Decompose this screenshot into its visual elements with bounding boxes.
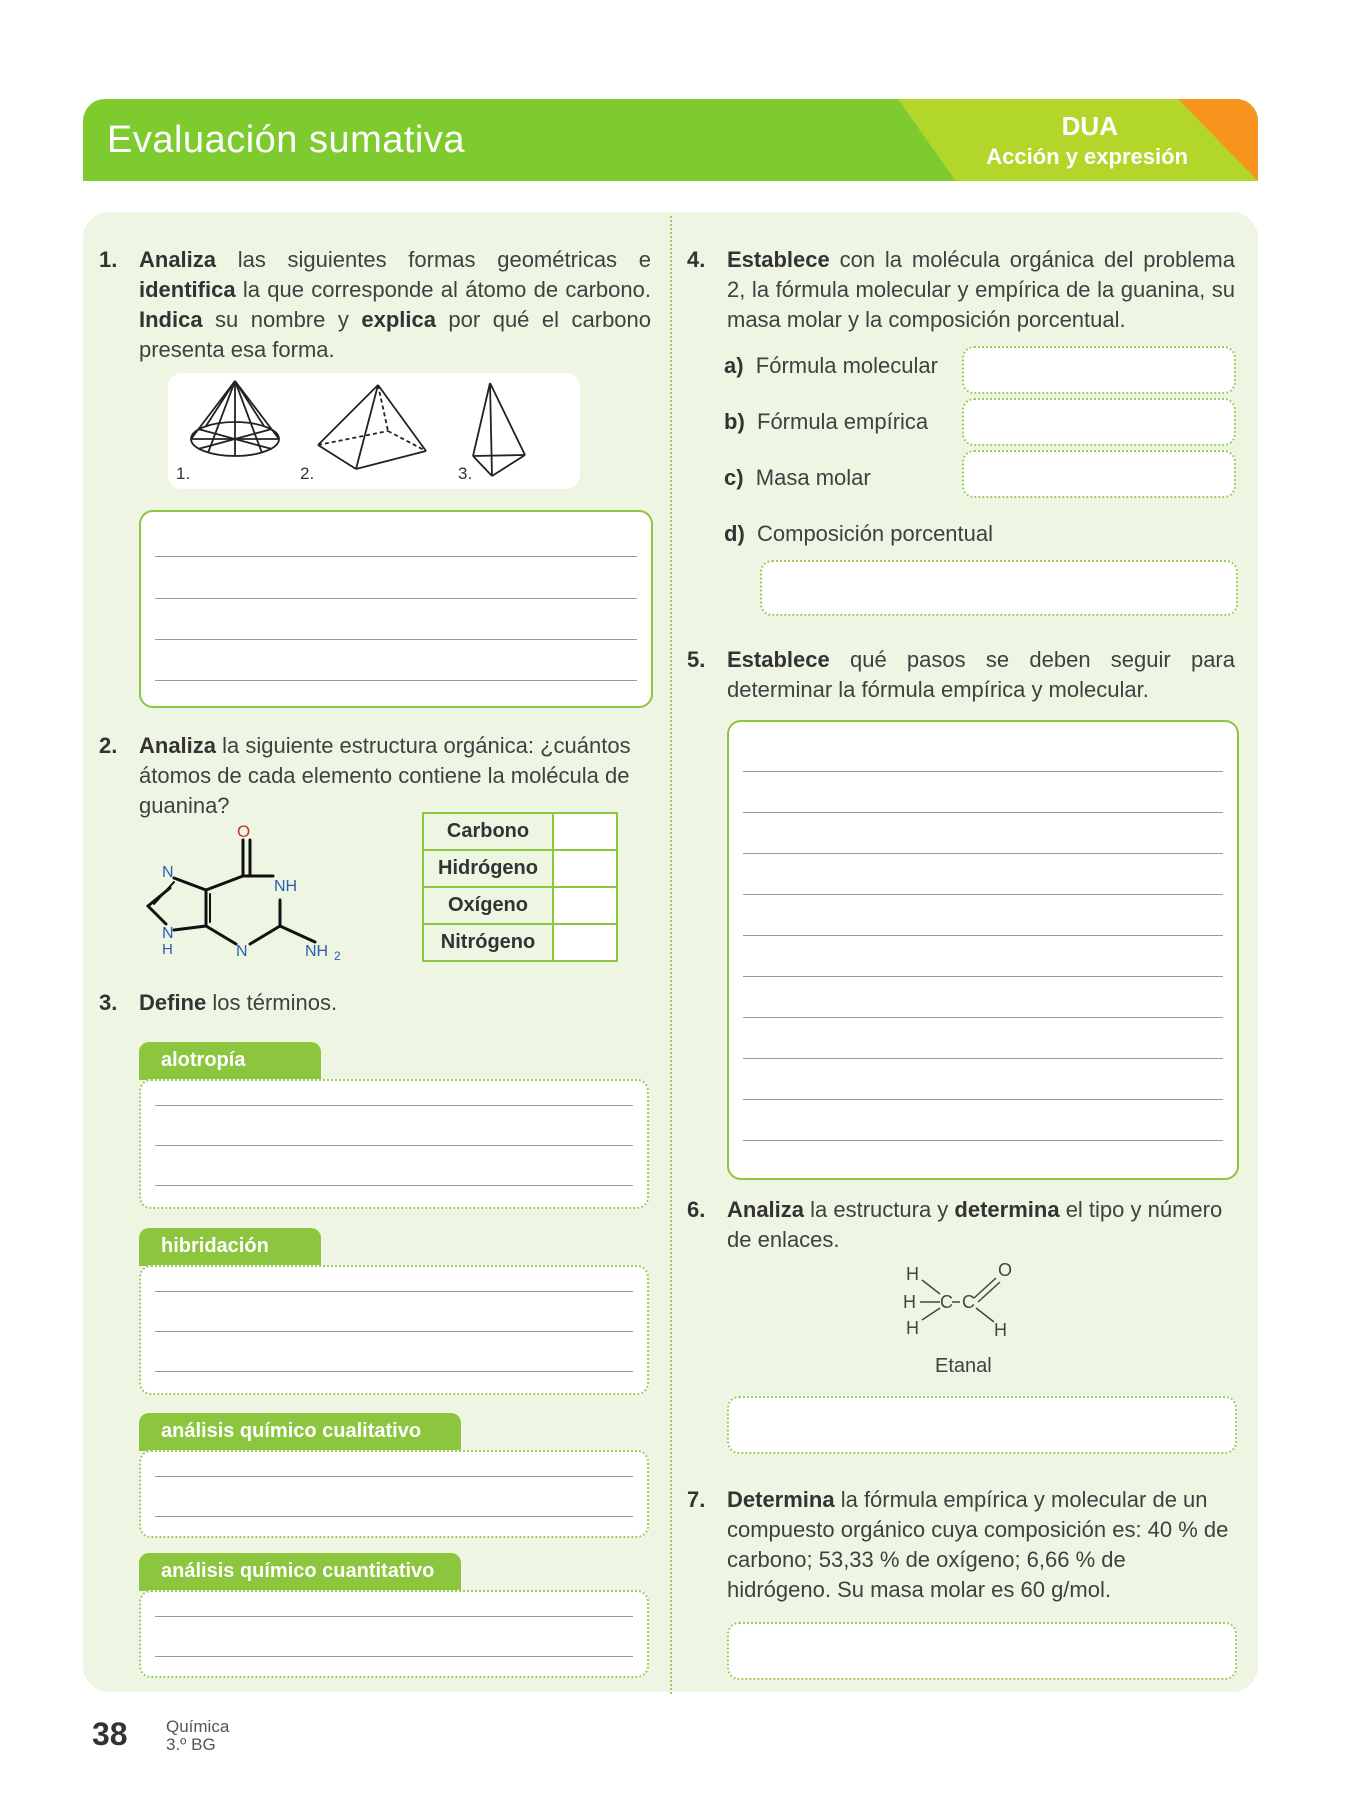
option-a: [724, 353, 938, 379]
column-divider: [670, 216, 672, 1694]
answer-line: [743, 853, 1223, 854]
option-text: Fórmula molecular: [755, 353, 938, 378]
answer-box-composicion[interactable]: [760, 560, 1238, 616]
element-label: Carbono: [423, 813, 553, 850]
question-number: 1.: [99, 247, 118, 272]
question-number: 3.: [99, 990, 118, 1015]
keyword: Determina: [727, 1487, 835, 1512]
option-letter: a): [724, 353, 744, 378]
element-label: Oxígeno: [423, 887, 553, 924]
square-pyramid-shape: [318, 385, 426, 469]
course-level: 3.º BG: [166, 1735, 216, 1754]
answer-line: [155, 1656, 633, 1657]
subject-name: Química: [166, 1717, 230, 1736]
answer-line: [155, 680, 637, 681]
count-input[interactable]: [553, 813, 617, 850]
shape-label: 1.: [176, 464, 191, 483]
atom-hydrogen: H: [903, 1292, 916, 1312]
cone-shape: [191, 381, 279, 456]
option-b: [724, 409, 928, 435]
answer-line: [743, 976, 1223, 977]
question-number: 5.: [687, 647, 706, 672]
answer-box-masa-molar[interactable]: [962, 450, 1236, 498]
answer-line: [743, 771, 1223, 772]
atom-count-table: [422, 812, 618, 962]
atom-oxygen: O: [237, 822, 251, 841]
question-1: [99, 245, 652, 365]
keyword: Analiza: [139, 247, 217, 272]
shapes-drawing: [168, 373, 580, 489]
answer-line: [743, 1058, 1223, 1059]
keyword: Analiza: [139, 733, 217, 758]
text: la siguiente estructura orgánica: ¿cuántos átomos de cada elemento contiene la molécula de guanina?: [139, 733, 631, 818]
answer-box-q6[interactable]: [727, 1396, 1237, 1454]
atom-carbon: C: [962, 1292, 975, 1312]
keyword: determina: [954, 1197, 1060, 1222]
question-2: [99, 731, 651, 821]
text: qué pasos se deben seguir para determinar la fórmula empírica y molecular.: [727, 647, 1235, 702]
question-number: 7.: [687, 1487, 706, 1512]
answer-box-cuantitativo[interactable]: [139, 1590, 649, 1678]
atom-nitrogen: N: [162, 925, 174, 942]
ethanal-caption: Etanal: [935, 1355, 992, 1377]
count-input[interactable]: [553, 887, 617, 924]
answer-box-q5[interactable]: [727, 720, 1239, 1180]
answer-line: [155, 1476, 633, 1477]
guanine-structure: [130, 820, 360, 970]
question-number: 6.: [687, 1197, 706, 1222]
answer-line: [155, 598, 637, 599]
atom-hydrogen: H: [162, 941, 173, 958]
answer-line: [743, 1140, 1223, 1141]
answer-line: [155, 1516, 633, 1517]
shape-label: 2.: [300, 464, 315, 483]
option-letter: c): [724, 465, 744, 490]
footer-subject: [166, 1718, 229, 1754]
option-c: [724, 465, 871, 491]
atom-nitrogen: N: [236, 943, 248, 960]
table-row: [423, 887, 617, 924]
answer-line: [155, 1145, 633, 1146]
page-title: Evaluación sumativa: [107, 119, 466, 161]
text: las siguientes formas geométricas e: [216, 247, 651, 272]
text: el tipo y número de enlaces.: [727, 1197, 1223, 1252]
term-tab-hibridacion: hibridación: [139, 1228, 321, 1264]
count-input[interactable]: [553, 850, 617, 887]
text: con la molécula orgánica del problema 2, la fórmula molecular y empírica de la guanina, su masa molar y la composición porcentual.: [727, 247, 1235, 332]
term-tab-alotropia: alotropía: [139, 1042, 321, 1078]
page-number: 38: [92, 1716, 128, 1752]
option-text: Masa molar: [755, 465, 871, 490]
answer-line: [155, 1105, 633, 1106]
atom-hydrogen: H: [906, 1318, 919, 1338]
count-input[interactable]: [553, 924, 617, 961]
element-label: Hidrógeno: [423, 850, 553, 887]
table-row: [423, 813, 617, 850]
atom-nh2: NH: [305, 943, 329, 960]
answer-line: [155, 556, 637, 557]
answer-box-hibridacion[interactable]: [139, 1265, 649, 1395]
answer-box-formula-molecular[interactable]: [962, 346, 1236, 394]
dua-label: DUA: [1061, 111, 1118, 141]
geometric-shapes-figure: [168, 373, 580, 489]
answer-line: [155, 1331, 633, 1332]
answer-box-q1[interactable]: [139, 510, 653, 708]
question-6: [687, 1195, 1235, 1255]
question-4: [687, 245, 1235, 335]
keyword: Indica: [139, 307, 203, 332]
answer-line: [155, 1291, 633, 1292]
answer-line: [155, 1185, 633, 1186]
section-header: [83, 99, 1258, 181]
term-tab-cualitativo: análisis químico cualitativo: [139, 1413, 461, 1449]
answer-line: [743, 935, 1223, 936]
subscript-2: 2: [334, 949, 341, 963]
answer-line: [155, 1371, 633, 1372]
text: por qué el carbono presenta esa forma.: [139, 307, 652, 362]
atom-nitrogen: N: [162, 864, 174, 881]
shape-label: 3.: [458, 464, 473, 483]
question-number: 4.: [687, 247, 706, 272]
term-tab-cuantitativo: análisis químico cuantitativo: [139, 1553, 461, 1589]
answer-box-q7[interactable]: [727, 1622, 1237, 1680]
text: la que corresponde al átomo de carbono.: [235, 277, 651, 302]
option-text: Composición porcentual: [757, 521, 994, 546]
option-letter: d): [724, 521, 745, 546]
option-text: Fórmula empírica: [757, 409, 929, 434]
answer-box-cualitativo[interactable]: [139, 1450, 649, 1538]
tetrahedron-shape: [473, 383, 525, 476]
question-number: 2.: [99, 733, 118, 758]
keyword: Establece: [727, 647, 830, 672]
option-letter: b): [724, 409, 745, 434]
question-3: [99, 988, 651, 1018]
text: la estructura y: [804, 1197, 955, 1222]
answer-line: [743, 812, 1223, 813]
atom-carbon: C: [940, 1292, 953, 1312]
text: la fórmula empírica y molecular de un compuesto orgánico cuya composición es: 40 % de carbono; 53,33 % de oxígeno; 6,66 % de hidrógeno. Su masa molar es 60 g/mol.: [727, 1487, 1229, 1602]
text: su nombre y: [202, 307, 362, 332]
answer-line: [155, 1616, 633, 1617]
answer-box-alotropia[interactable]: [139, 1079, 649, 1209]
answer-line: [743, 1017, 1223, 1018]
answer-line: [155, 639, 637, 640]
keyword: Establece: [727, 247, 830, 272]
question-7: [687, 1485, 1235, 1605]
keyword: identifica: [139, 277, 236, 302]
element-label: Nitrógeno: [423, 924, 553, 961]
atom-nh: NH: [274, 878, 298, 895]
keyword: Define: [139, 990, 207, 1015]
atom-hydrogen: H: [906, 1264, 919, 1284]
answer-line: [743, 1099, 1223, 1100]
atom-oxygen: O: [998, 1260, 1013, 1280]
keyword: explica: [361, 307, 436, 332]
answer-box-formula-empirica[interactable]: [962, 398, 1236, 446]
dua-subtitle: Acción y expresión: [986, 144, 1188, 169]
question-5: [687, 645, 1235, 705]
atom-hydrogen: H: [994, 1320, 1007, 1340]
table-row: [423, 850, 617, 887]
table-row: [423, 924, 617, 961]
option-d: [724, 521, 993, 547]
keyword: Analiza: [727, 1197, 805, 1222]
text: los términos.: [206, 990, 338, 1015]
answer-line: [743, 894, 1223, 895]
